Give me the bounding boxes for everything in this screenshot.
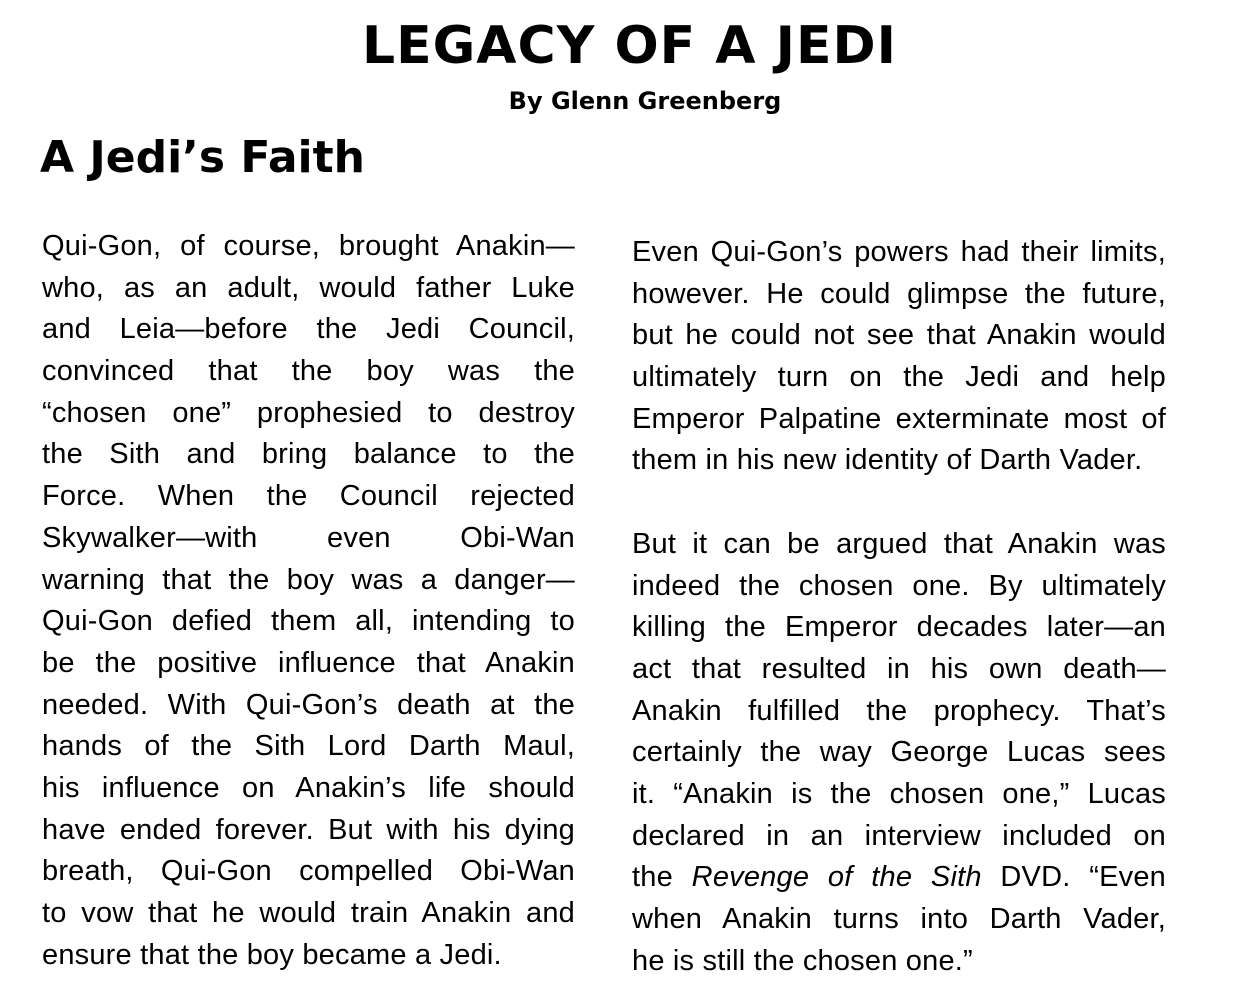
body-line: it. “Anakin is the chosen one,” Lucas: [632, 777, 1166, 810]
body-line: however. He could glimpse the future,: [632, 277, 1166, 310]
right-column: [632, 232, 1166, 982]
body-line-with-title: [632, 857, 1166, 899]
body-line: act that resulted in his own death—: [632, 652, 1166, 685]
body-line: who, as an adult, would father Luke: [42, 271, 575, 304]
section-heading: A Jedi’s Faith: [40, 132, 365, 183]
body-line: Qui-Gon defied them all, intending to: [42, 605, 575, 638]
body-line: needed. With Qui-Gon’s death at the: [42, 688, 575, 721]
body-line: “chosen one” prophesied to destroy: [42, 396, 575, 429]
body-line: convinced that the boy was the: [42, 355, 575, 388]
byline: By Glenn Greenberg: [508, 87, 782, 115]
article-title: LEGACY OF A JEDI: [361, 16, 898, 76]
body-line: Emperor Palpatine exterminate most of: [632, 402, 1166, 435]
text-segment: DVD. “Even: [981, 861, 1167, 894]
body-line: certainly the way George Lucas sees: [632, 736, 1166, 769]
body-line: But it can be argued that Anakin was: [632, 527, 1166, 560]
body-line: ultimately turn on the Jedi and help: [632, 361, 1166, 394]
text-segment: the: [632, 861, 692, 894]
body-line: killing the Emperor decades later—an: [632, 611, 1166, 644]
body-line: hands of the Sith Lord Darth Maul,: [42, 730, 575, 763]
body-line: have ended forever. But with his dying: [42, 813, 575, 846]
left-column: [42, 226, 575, 976]
body-line: but he could not see that Anakin would: [632, 319, 1166, 352]
body-line: Force. When the Council rejected: [42, 480, 575, 513]
body-line: to vow that he would train Anakin and: [42, 897, 575, 929]
body-line: ensure that the boy became a Jedi.: [42, 938, 502, 971]
body-line: Skywalker—with even Obi-Wan: [42, 521, 575, 554]
body-line: declared in an interview included on: [632, 819, 1166, 852]
body-line: and Leia—before the Jedi Council,: [42, 313, 575, 346]
body-line: the Sith and bring balance to the: [42, 438, 575, 471]
body-line: he is still the chosen one.”: [632, 944, 973, 977]
body-line: breath, Qui-Gon compelled Obi-Wan: [42, 855, 575, 888]
body-line: when Anakin turns into Darth Vader,: [632, 903, 1166, 935]
body-line: Even Qui-Gon’s powers had their limits,: [632, 236, 1166, 268]
dvd-title: Revenge of the Sith: [691, 861, 982, 894]
body-line: his influence on Anakin’s life should: [42, 771, 575, 804]
body-line: indeed the chosen one. By ultimately: [632, 569, 1166, 602]
body-line: them in his new identity of Darth Vader.: [632, 444, 1143, 477]
body-line: be the positive influence that Anakin: [42, 646, 575, 679]
body-line: Qui-Gon, of course, brought Anakin—: [42, 230, 575, 262]
body-line: warning that the boy was a danger—: [42, 563, 575, 596]
body-line: Anakin fulfilled the prophecy. That’s: [632, 694, 1166, 727]
paragraph-break: [632, 482, 1166, 524]
